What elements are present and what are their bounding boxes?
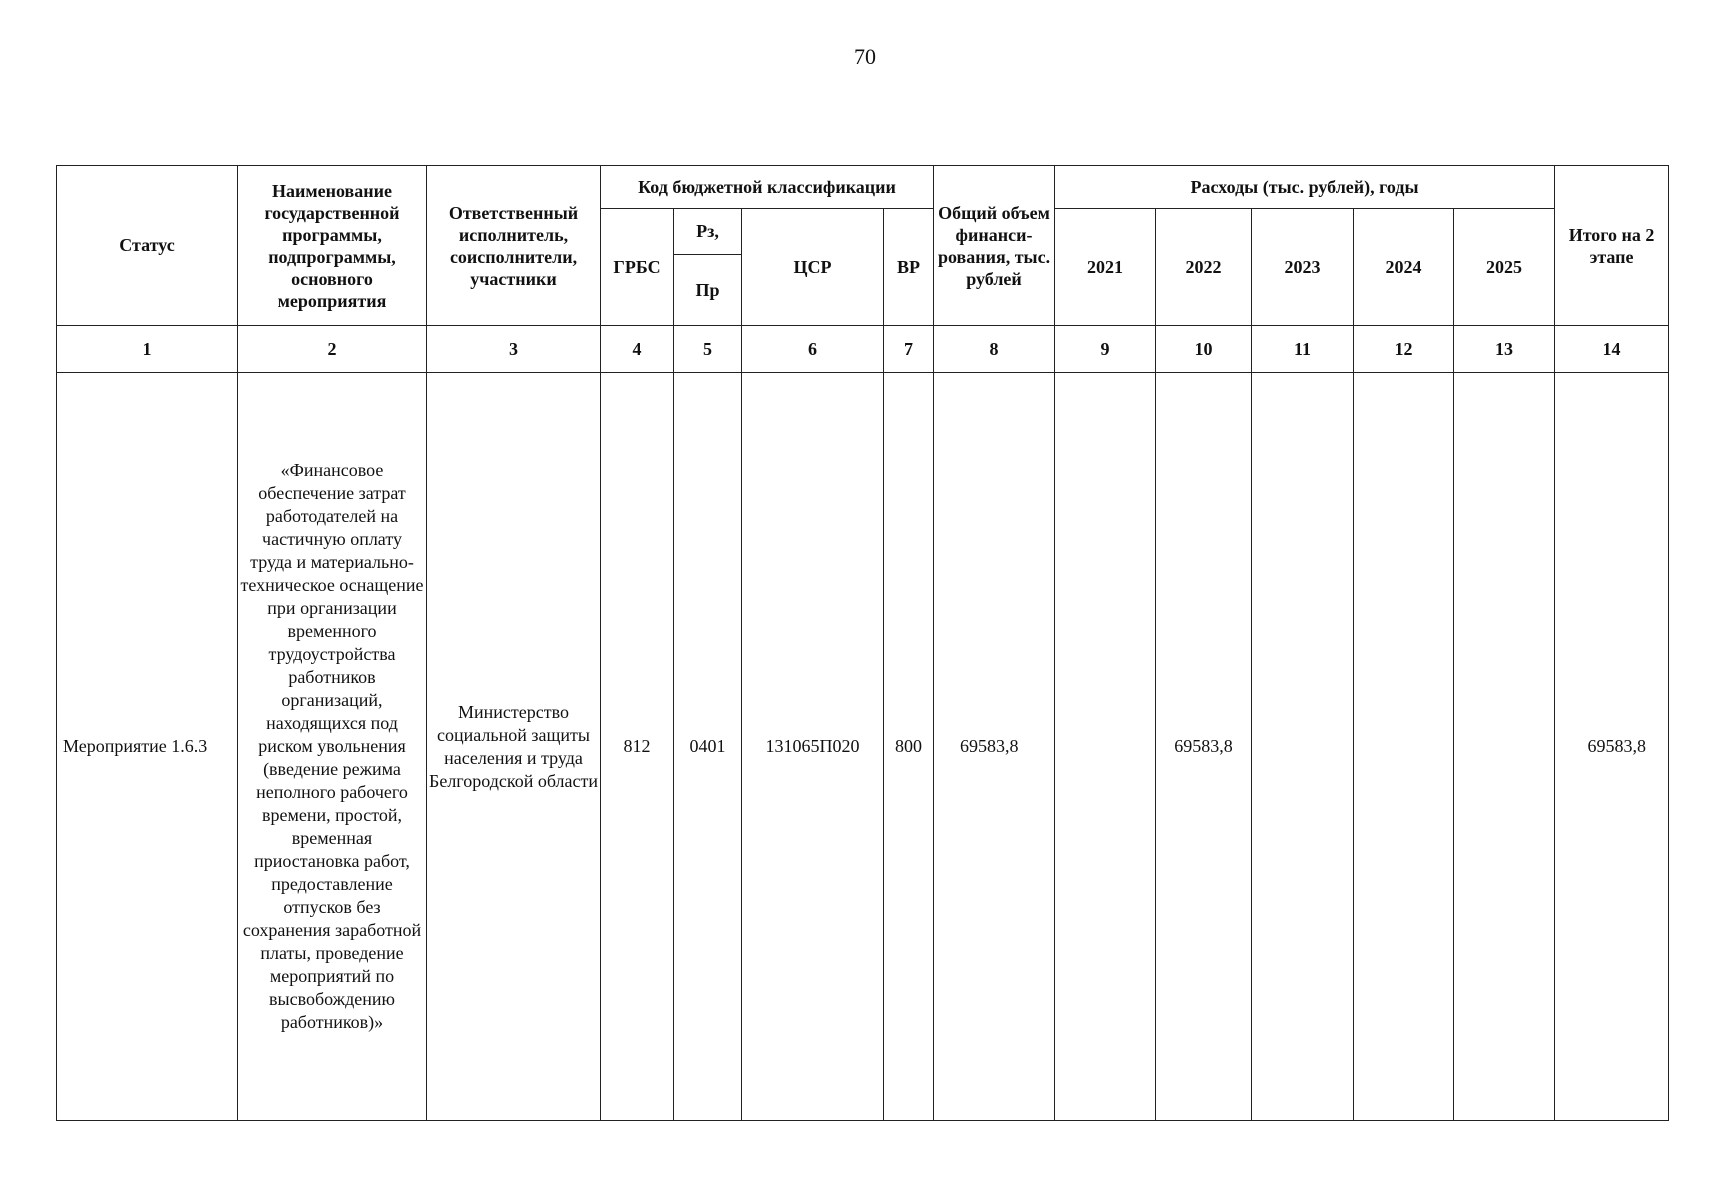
row-total-stage: 69583,8	[1555, 373, 1669, 1121]
row-executor: Министерство социальной защиты населения и труда Белгородской области	[427, 373, 601, 1121]
header-csr: ЦСР	[742, 209, 884, 326]
row-year-2024	[1354, 373, 1454, 1121]
page-number: 70	[854, 44, 876, 69]
row-year-2025	[1454, 373, 1555, 1121]
header-year-2024: 2024	[1354, 209, 1454, 326]
column-number: 6	[742, 326, 884, 373]
row-total-volume: 69583,8	[934, 373, 1055, 1121]
column-number: 12	[1354, 326, 1454, 373]
column-number: 10	[1156, 326, 1252, 373]
header-budget-code: Код бюджетной классификации	[601, 166, 934, 209]
column-number: 5	[674, 326, 742, 373]
column-number: 8	[934, 326, 1055, 373]
header-rz: Рз,	[674, 209, 742, 255]
header-grbs: ГРБС	[601, 209, 674, 326]
header-total-stage: Итого на 2 этапе	[1555, 166, 1669, 326]
column-number: 3	[427, 326, 601, 373]
column-number: 9	[1055, 326, 1156, 373]
row-year-2023	[1252, 373, 1354, 1121]
header-vr: ВР	[884, 209, 934, 326]
row-grbs: 812	[601, 373, 674, 1121]
header-expenses: Расходы (тыс. рублей), годы	[1055, 166, 1555, 209]
header-status: Статус	[57, 166, 238, 326]
header-year-2022: 2022	[1156, 209, 1252, 326]
table-row	[57, 373, 1669, 1121]
row-year-2021	[1055, 373, 1156, 1121]
header-pr: Пр	[674, 255, 742, 326]
header-name: Наименование государственной программы, подпрограммы, основного мероприятия	[238, 166, 427, 326]
budget-table	[56, 165, 1669, 1121]
column-number: 4	[601, 326, 674, 373]
column-number: 2	[238, 326, 427, 373]
header-year-2023: 2023	[1252, 209, 1354, 326]
column-number: 1	[57, 326, 238, 373]
row-status: Мероприятие 1.6.3	[57, 373, 238, 1121]
row-name: «Финансовое обеспечение затрат работодателей на частичную оплату труда и материально-техническое оснащение при организации временного трудоустройства работников организаций, находящихся под риском увольнения (введение режима неполного рабочего времени, простой, временная приостановка работ, предоставление отпусков без сохранения заработной платы, проведение мероприятий по высвобождению работников)»	[238, 373, 427, 1121]
row-year-2022: 69583,8	[1156, 373, 1252, 1121]
column-number: 7	[884, 326, 934, 373]
header-executor: Ответственный исполнитель, соисполнители, участники	[427, 166, 601, 326]
row-vr: 800	[884, 373, 934, 1121]
row-csr: 131065П020	[742, 373, 884, 1121]
row-rzpr: 0401	[674, 373, 742, 1121]
column-number: 14	[1555, 326, 1669, 373]
header-year-2021: 2021	[1055, 209, 1156, 326]
column-number: 13	[1454, 326, 1555, 373]
column-number: 11	[1252, 326, 1354, 373]
header-total-volume: Общий объем финанси-рования, тыс. рублей	[934, 166, 1055, 326]
header-year-2025: 2025	[1454, 209, 1555, 326]
